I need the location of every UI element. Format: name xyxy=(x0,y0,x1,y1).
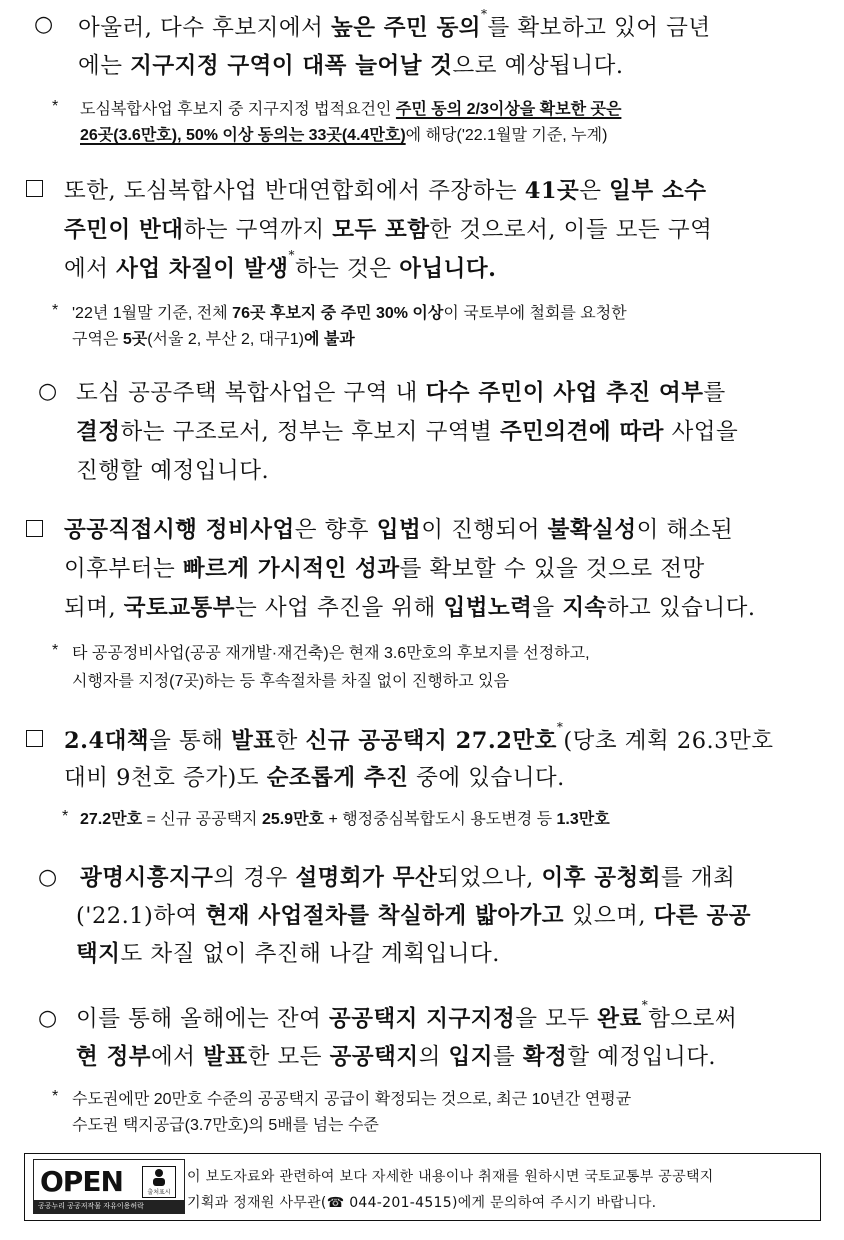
text: 기획과 정재원 사무관( xyxy=(187,1195,327,1211)
text: 을 모두 xyxy=(515,1006,598,1032)
paragraph-5-line-2 xyxy=(64,760,565,792)
text: (당초 계획 26.3만호 xyxy=(563,728,774,754)
asterisk-marker: * xyxy=(52,302,59,319)
text: 이 진행되어 xyxy=(421,517,548,543)
bold-text: 입법 xyxy=(376,517,422,543)
bold-underlined-text: 주민 동의 2/3이상을 확보한 곳은 xyxy=(395,101,622,118)
bold-text: 현재 사업절차를 착실하게 밟아가고 xyxy=(205,903,564,929)
paragraph-2-line-1 xyxy=(64,173,706,205)
bold-text: 공공직접시행 정비사업 xyxy=(64,517,295,543)
bold-text: 사업 차질이 발생 xyxy=(116,256,289,282)
text: 구역은 xyxy=(72,331,123,348)
circle-bullet-icon: ○ xyxy=(38,1006,58,1031)
attribution-person-icon xyxy=(142,1166,176,1198)
footnote-mark: * xyxy=(556,720,564,734)
kogl-open-license-logo xyxy=(33,1159,185,1214)
paragraph-6-line-1 xyxy=(80,860,735,892)
bold-text: 모두 포함 xyxy=(332,217,430,243)
text: 이 해소된 xyxy=(636,517,734,543)
text: 함으로써 xyxy=(648,1006,738,1032)
text: 할 예정입니다. xyxy=(567,1044,717,1070)
text: 하고 있습니다. xyxy=(606,595,756,621)
bold-text: 이후 공청회 xyxy=(541,865,661,891)
bold-text: 일부 소수 xyxy=(609,178,707,204)
paragraph-4-line-3 xyxy=(64,590,756,622)
bold-text: 공공택지 xyxy=(329,1044,419,1070)
paragraph-6-line-2 xyxy=(76,898,751,930)
footnote-mark: * xyxy=(481,7,488,21)
text: (서울 2, 부산 2, 대구1) xyxy=(147,331,304,348)
bold-text: 지구지정 구역이 대폭 늘어날 것 xyxy=(130,53,453,79)
note-1-line-1 xyxy=(80,96,621,119)
text: 중에 있습니다. xyxy=(408,765,565,791)
kogl-license-caption: 공공누리 공공저작물 자유이용허락 xyxy=(34,1200,184,1213)
note-2-line-2 xyxy=(72,326,355,349)
text: 의 xyxy=(418,1044,449,1070)
text: 도심 공공주택 복합사업은 구역 내 xyxy=(76,380,426,406)
bold-text: 41곳 xyxy=(524,178,580,204)
person-icon xyxy=(143,1167,175,1187)
text: 있으며, xyxy=(564,903,654,929)
text: 을 통해 xyxy=(149,728,232,754)
paragraph-3-line-3: 진행할 예정입니다. xyxy=(76,458,270,484)
bold-text: 다른 공공 xyxy=(653,903,751,929)
bold-text: 결정 xyxy=(76,419,121,445)
text: 를 개최 xyxy=(660,865,736,891)
bold-text: 5곳 xyxy=(122,331,148,348)
text: = 신규 공공택지 xyxy=(142,811,262,828)
bold-text: 확정 xyxy=(522,1044,568,1070)
bold-underlined-text: 26곳(3.6만호), 50% 이상 동의는 33곳(4.4만호) xyxy=(80,127,406,144)
text: 이 국토부에 철회를 요청한 xyxy=(443,305,627,322)
asterisk-marker: * xyxy=(52,98,59,115)
bold-text: 다수 주민이 사업 추진 여부 xyxy=(425,380,704,406)
text: 는 사업 추진을 위해 xyxy=(234,595,444,621)
text: 또한, 도심복합사업 반대연합회에서 주장하는 xyxy=(64,178,525,204)
paragraph-3-line-1 xyxy=(76,375,726,407)
note-5-line-1 xyxy=(80,806,610,829)
text: 대비 9천호 증가)도 xyxy=(64,765,267,791)
note-4-line-1: 타 공공정비사업(공공 재개발·재건축)은 현재 3.6만호의 후보지를 선정하고, xyxy=(72,645,590,662)
paragraph-2-line-3 xyxy=(64,248,497,283)
text: 되며, xyxy=(64,595,124,621)
square-bullet-icon xyxy=(26,520,43,537)
text: 되었으나, xyxy=(437,865,542,891)
paragraph-6-line-3 xyxy=(76,936,500,968)
bold-text: 국토교통부 xyxy=(123,595,235,621)
text: 를 확보하고 있어 금년 xyxy=(487,15,711,41)
bold-text: 빠르게 가시적인 성과 xyxy=(182,556,400,582)
text: 이후부터는 xyxy=(64,556,183,582)
text: 도 차질 없이 추진해 나갈 계획입니다. xyxy=(120,941,500,967)
paragraph-7-line-2 xyxy=(76,1039,716,1071)
text: 하는 구역까지 xyxy=(183,217,333,243)
bold-text: 에 불과 xyxy=(303,331,355,348)
note-7-line-2: 수도권 택지공급(3.7만호)의 5배를 넘는 수준 xyxy=(72,1117,379,1134)
text: 하는 것은 xyxy=(294,256,400,282)
circle-bullet-icon: ○ xyxy=(38,865,58,890)
paragraph-5-line-1 xyxy=(64,720,774,755)
square-bullet-icon xyxy=(26,180,43,197)
bold-text: 발표 xyxy=(203,1044,248,1070)
bold-text: 2.4대책 xyxy=(64,728,150,754)
text: 은 향후 xyxy=(294,517,377,543)
text: '22년 1월말 기준, 전체 xyxy=(72,305,233,322)
text: 에서 xyxy=(151,1044,204,1070)
paragraph-4-line-2 xyxy=(64,551,705,583)
text: 에는 xyxy=(78,53,131,79)
bold-text: 높은 주민 동의 xyxy=(330,15,482,41)
bold-text: 택지 xyxy=(76,941,121,967)
asterisk-marker: * xyxy=(62,808,69,825)
asterisk-marker: * xyxy=(52,642,59,659)
note-7-line-1: 수도권에만 20만호 수준의 공공택지 공급이 확정되는 것으로, 최근 10년간 연평균 xyxy=(72,1091,632,1108)
paragraph-7-line-1 xyxy=(76,998,738,1033)
circle-bullet-icon: ○ xyxy=(38,379,58,404)
text: 으로 예상됩니다. xyxy=(452,53,624,79)
bold-text: 공공택지 지구지정 xyxy=(328,1006,516,1032)
square-bullet-icon xyxy=(26,730,43,747)
asterisk-marker: * xyxy=(52,1088,59,1105)
text: 를 확보할 수 있을 것으로 전망 xyxy=(399,556,705,582)
bold-text: 25.9만호 xyxy=(261,811,324,828)
attribution-label: 출처표시 xyxy=(147,1189,171,1196)
bold-text: 지속 xyxy=(562,595,607,621)
contact-line-2 xyxy=(187,1192,817,1212)
text: 하는 구조로서, 정부는 후보지 구역별 xyxy=(120,419,500,445)
bold-text: 주민이 반대 xyxy=(64,217,184,243)
bold-text: 아닙니다. xyxy=(399,256,497,282)
text: ('22.1)하여 xyxy=(76,903,206,929)
note-4-line-2: 시행자를 지정(7곳)하는 등 후속절차를 차질 없이 진행하고 있음 xyxy=(72,673,510,690)
paragraph-4-line-1 xyxy=(64,512,733,544)
bold-text: 입지 xyxy=(448,1044,493,1070)
text: 에 해당('22.1월말 기준, 누계) xyxy=(405,127,608,144)
text: 한 모든 xyxy=(247,1044,330,1070)
text: 사업을 xyxy=(663,419,739,445)
bold-text: 1.3만호 xyxy=(556,811,610,828)
bold-text: 설명회가 무산 xyxy=(295,865,438,891)
contact-footer-box xyxy=(24,1153,821,1221)
text: 를 xyxy=(703,380,726,406)
bold-text: 순조롭게 추진 xyxy=(266,765,409,791)
open-logo-text: OPEN xyxy=(40,1165,123,1198)
contact-line-1: 이 보도자료와 관련하여 보다 자세한 내용이나 취재를 원하시면 국토교통부 공공택지 xyxy=(187,1169,714,1185)
note-1-line-2 xyxy=(80,122,607,145)
paragraph-3-line-2 xyxy=(76,414,738,446)
text: 을 xyxy=(532,595,563,621)
paragraph-2-line-2 xyxy=(64,212,712,244)
text: 은 xyxy=(579,178,610,204)
paragraph-1-line-2 xyxy=(78,48,623,80)
circle-bullet-icon: ○ xyxy=(34,12,54,37)
footnote-mark: * xyxy=(288,248,295,262)
text: 아울러, 다수 후보지에서 xyxy=(78,15,331,41)
phone-icon: ☎ xyxy=(326,1195,345,1211)
text: 한 xyxy=(275,728,306,754)
bold-text: 발표 xyxy=(231,728,276,754)
bold-text: 76곳 후보지 중 주민 30% 이상 xyxy=(232,305,444,322)
text: 044-201-4515)에게 문의하여 주시기 바랍니다. xyxy=(344,1195,657,1211)
bold-text: 27.2만호 xyxy=(80,811,143,828)
bold-text: 불확실성 xyxy=(547,517,637,543)
bold-text: 주민의견에 따라 xyxy=(499,419,664,445)
bold-text: 광명시흥지구 xyxy=(80,865,214,891)
text: 한 것으로서, 이들 모든 구역 xyxy=(429,217,713,243)
text: 의 경우 xyxy=(213,865,296,891)
note-2-line-1 xyxy=(72,300,627,323)
footnote-mark: * xyxy=(641,998,649,1012)
bold-text: 신규 공공택지 27.2만호 xyxy=(305,728,557,754)
text: + 행정중심복합도시 용도변경 등 xyxy=(324,811,557,828)
text: 도심복합사업 후보지 중 지구지정 법적요건인 xyxy=(80,101,396,118)
text: 이를 통해 올해에는 잔여 xyxy=(76,1006,329,1032)
bold-text: 입법노력 xyxy=(443,595,533,621)
bold-text: 완료 xyxy=(597,1006,642,1032)
text: 에서 xyxy=(64,256,117,282)
text: 를 xyxy=(493,1044,523,1070)
bold-text: 현 정부 xyxy=(76,1044,152,1070)
paragraph-1-line-1 xyxy=(78,7,823,42)
